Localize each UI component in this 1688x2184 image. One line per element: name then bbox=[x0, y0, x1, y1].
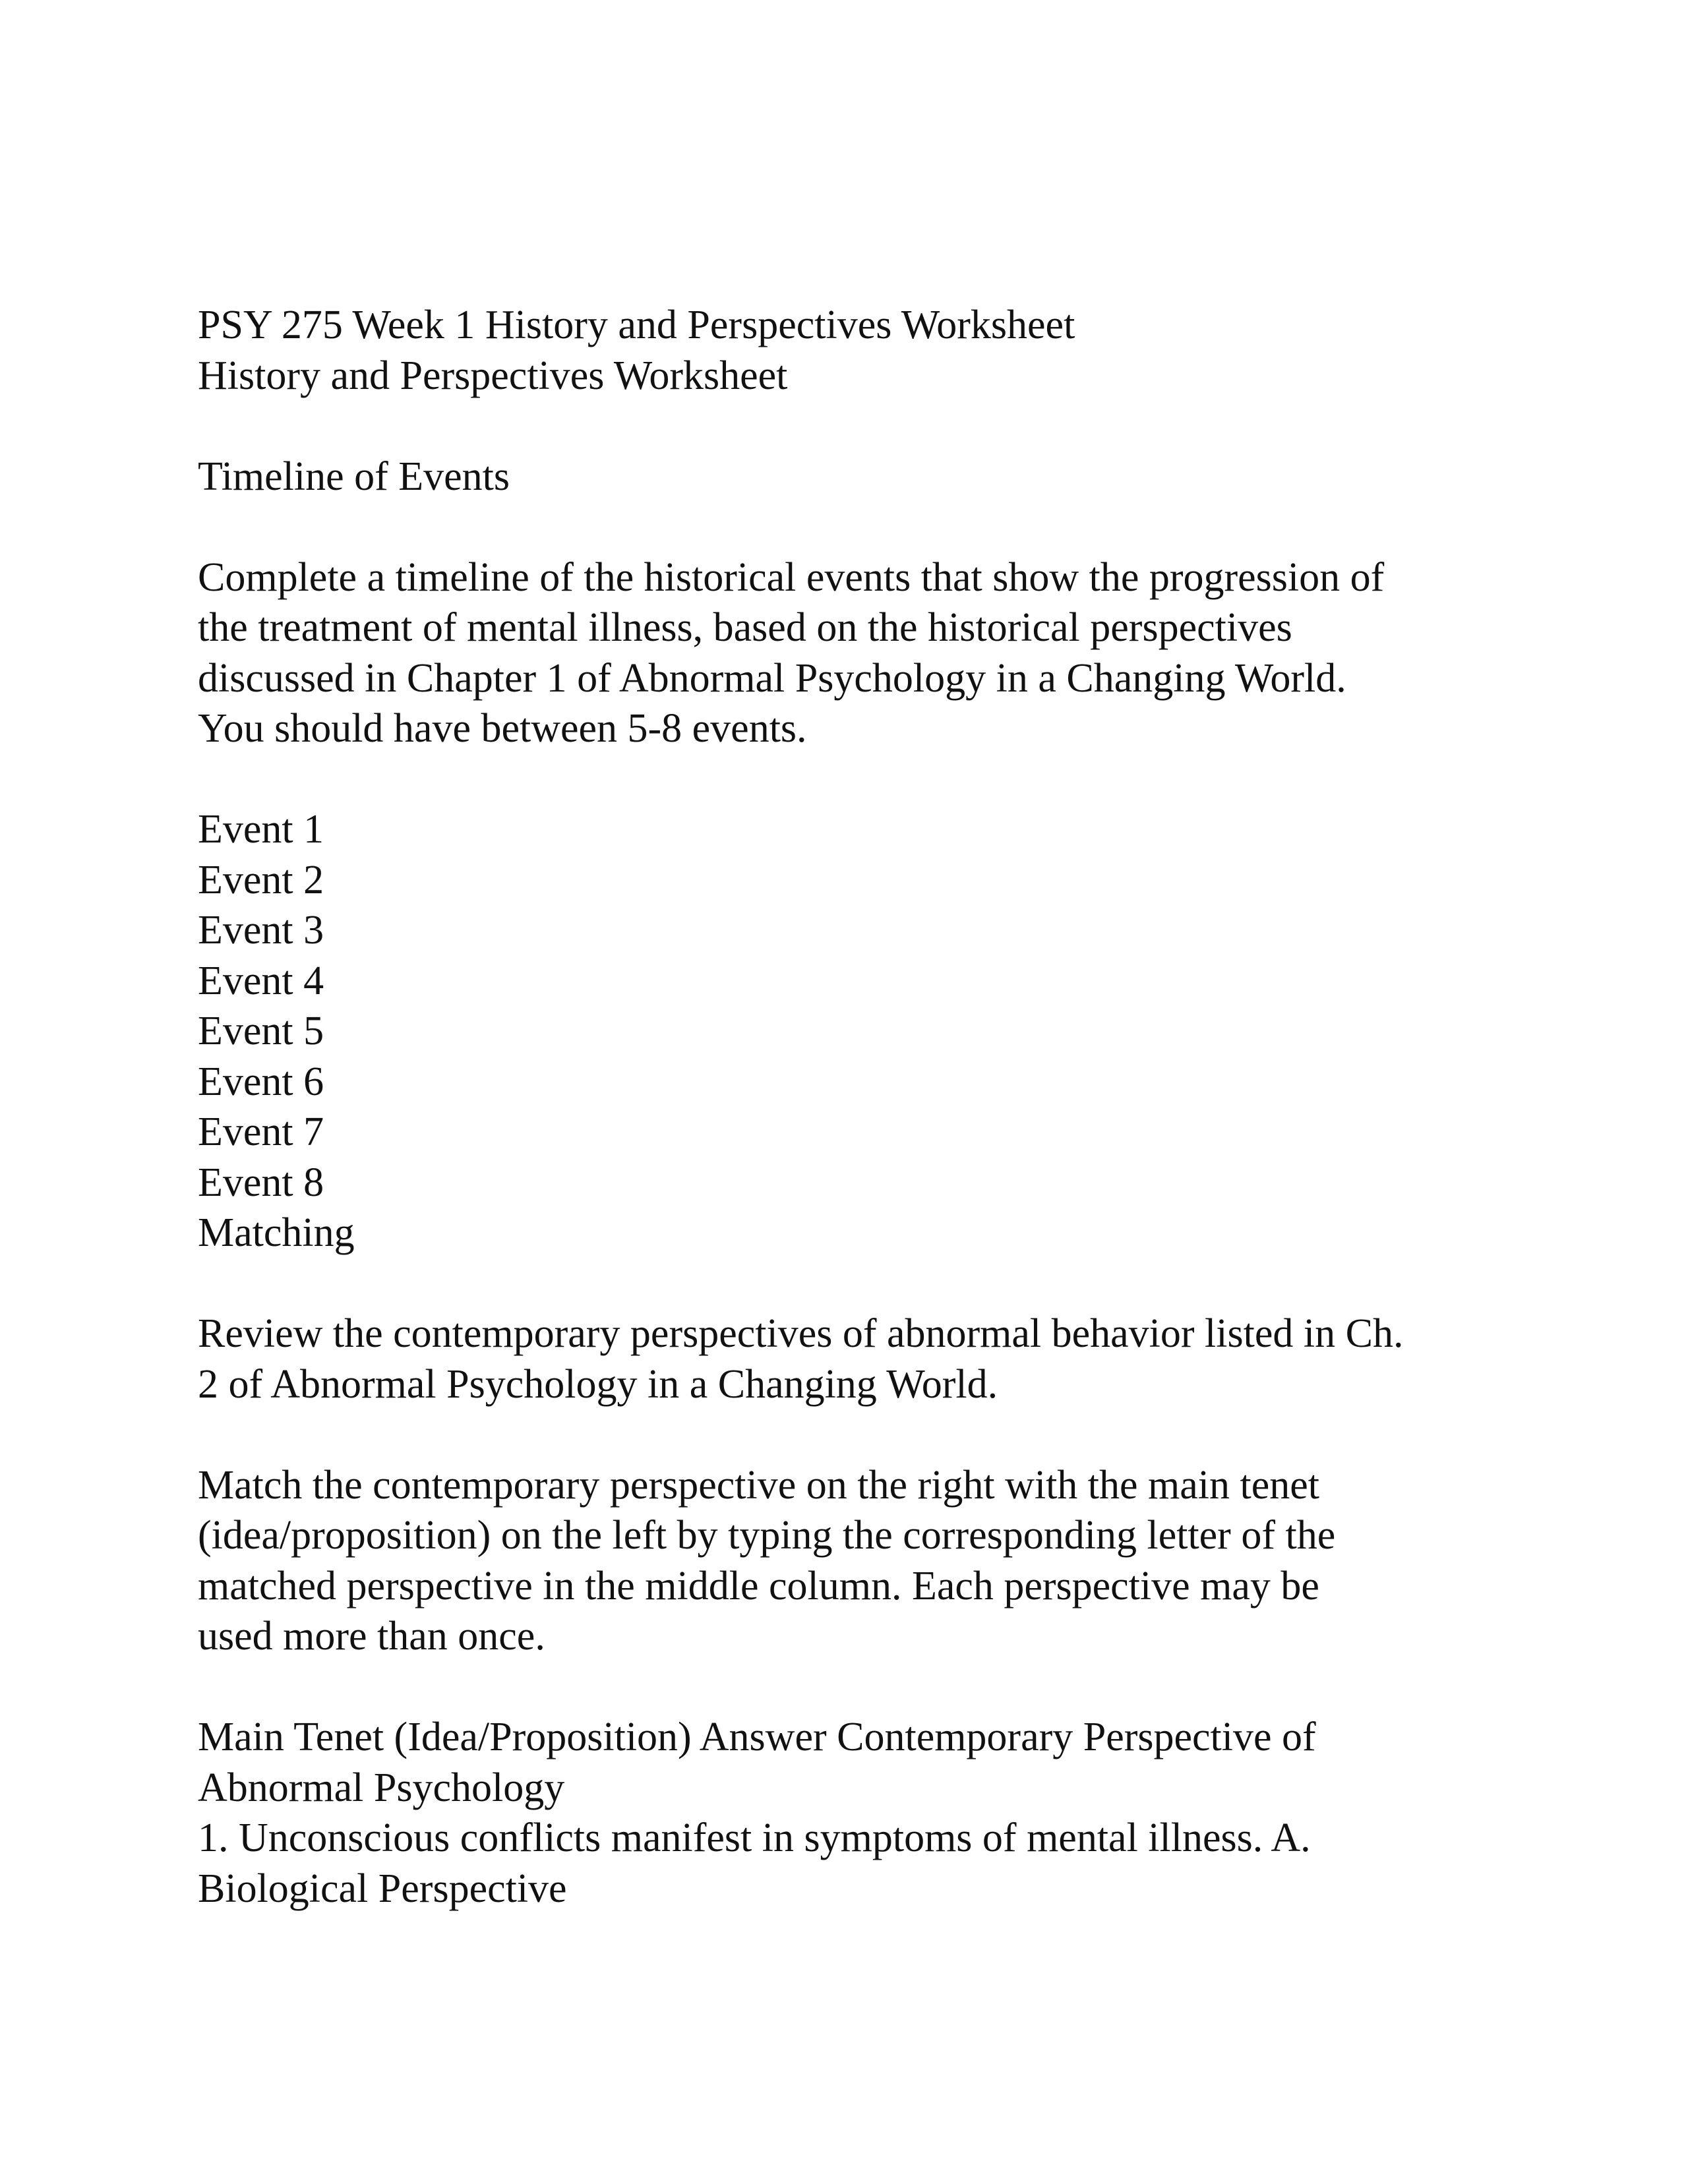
timeline-instructions bbox=[198, 552, 1543, 754]
matching-row-line: 1. Unconscious conflicts manifest in symptoms of mental illness. A. bbox=[198, 1815, 1311, 1860]
event-item: Event 4 bbox=[198, 958, 324, 1003]
event-item: Event 8 bbox=[198, 1160, 324, 1205]
spacer bbox=[198, 401, 1543, 452]
event-item: Event 5 bbox=[198, 1009, 324, 1053]
matching-heading: Matching bbox=[198, 1210, 355, 1255]
instruction-line: (idea/proposition) on the left by typing the corresponding letter of the bbox=[198, 1513, 1336, 1558]
table-header-line: Main Tenet (Idea/Proposition) Answer Contemporary Perspective of bbox=[198, 1715, 1316, 1759]
event-item: Event 2 bbox=[198, 857, 324, 902]
spacer bbox=[198, 1662, 1543, 1713]
document-subtitle: History and Perspectives Worksheet bbox=[198, 353, 788, 398]
matching-table-header bbox=[198, 1712, 1543, 1813]
instruction-line: Complete a timeline of the historical events that show the progression of bbox=[198, 554, 1385, 600]
instruction-line: matched perspective in the middle column. Each perspective may be bbox=[198, 1563, 1319, 1608]
spacer bbox=[198, 1409, 1543, 1460]
document-body bbox=[198, 300, 1543, 1914]
spacer bbox=[198, 754, 1543, 805]
matching-instructions bbox=[198, 1460, 1543, 1662]
document-title: PSY 275 Week 1 History and Perspectives Worksheet bbox=[198, 303, 1075, 347]
spacer bbox=[198, 1258, 1543, 1309]
instruction-line: the treatment of mental illness, based on the historical perspectives bbox=[198, 605, 1292, 650]
review-line: Review the contemporary perspectives of abnormal behavior listed in Ch. bbox=[198, 1311, 1404, 1356]
matching-review-text bbox=[198, 1309, 1543, 1409]
instruction-line: Match the contemporary perspective on the right with the main tenet bbox=[198, 1462, 1320, 1508]
event-item: Event 7 bbox=[198, 1109, 324, 1154]
table-header-line: Abnormal Psychology bbox=[198, 1765, 565, 1810]
instruction-line: used more than once. bbox=[198, 1614, 545, 1659]
instruction-line: discussed in Chapter 1 of Abnormal Psychology in a Changing World. bbox=[198, 655, 1346, 701]
matching-row-line: Biological Perspective bbox=[198, 1866, 567, 1911]
timeline-heading: Timeline of Events bbox=[198, 454, 510, 499]
matching-row bbox=[198, 1813, 1543, 1914]
review-line: 2 of Abnormal Psychology in a Changing World. bbox=[198, 1361, 998, 1407]
instruction-line: You should have between 5-8 events. bbox=[198, 706, 807, 751]
event-item: Event 3 bbox=[198, 908, 324, 953]
event-item: Event 6 bbox=[198, 1059, 324, 1104]
event-item: Event 1 bbox=[198, 807, 324, 852]
event-list bbox=[198, 804, 1543, 1208]
spacer bbox=[198, 502, 1543, 552]
